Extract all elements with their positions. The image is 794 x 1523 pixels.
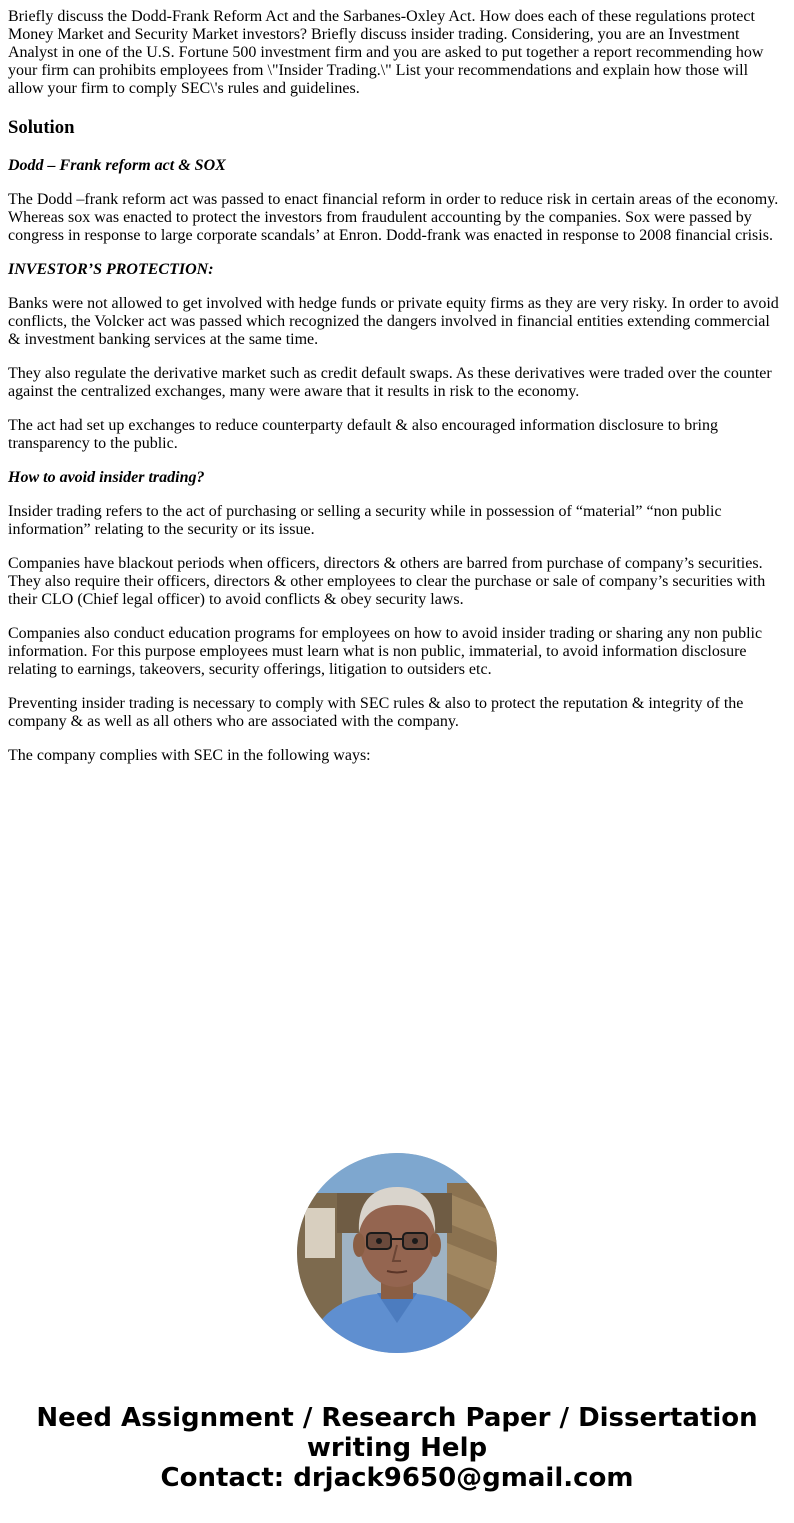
question-text: Briefly discuss the Dodd-Frank Reform Act and the Sarbanes-Oxley Act. How does each of these regulations protect Money Market and Security Market investors? Briefly discuss insider trading. Considering, you are an Investment Analyst in one of the U.S. Fortune 500 investment firm and you are asked to put together a report recommending how your firm can prohibits employees from \"Insider Trading.\" List your recommendations and explain how those will allow your firm to comply SEC\'s rules and guidelines. (8, 8, 764, 97)
paragraph: The act had set up exchanges to reduce counterparty default & also encouraged information disclosure to bring transparency to the public. (8, 417, 718, 452)
section-heading-investor-protection: INVESTOR’S PROTECTION: (8, 261, 214, 278)
paragraph: Preventing insider trading is necessary to comply with SEC rules & also to protect the reputation & integrity of the company & as well as all others who are associated with the company. (8, 695, 744, 730)
paragraph: Banks were not allowed to get involved with hedge funds or private equity firms as they are very risky. In order to avoid conflicts, the Volcker act was passed which recognized the dangers involved in financial entities extending commercial & investment banking services at the same time. (8, 295, 779, 348)
promo-line-2: writing Help (306, 1433, 488, 1463)
section-heading-insider-trading: How to avoid insider trading? (8, 469, 205, 486)
avatar-portrait-image (297, 1153, 497, 1353)
promo-banner (0, 1403, 794, 1493)
avatar (297, 1153, 497, 1353)
paragraph: Companies also conduct education programs for employees on how to avoid insider trading or sharing any non public information. For this purpose employees must learn what is non public, immaterial, to avoid information disclosure relating to earnings, takeovers, security offerings, litigation to outsiders etc. (8, 625, 763, 678)
paragraph: Insider trading refers to the act of purchasing or selling a security while in possession of “material” “non public information” relating to the security or its issue. (8, 503, 722, 538)
paragraph: They also regulate the derivative market such as credit default swaps. As these derivatives were traded over the counter against the centralized exchanges, many were aware that it results in risk to the economy. (8, 365, 772, 400)
paragraph: Companies have blackout periods when officers, directors & others are barred from purchase of company’s securities. They also require their officers, directors & other employees to clear the purchase or sale of company’s securities with their CLO (Chief legal officer) to avoid conflicts & obey security laws. (8, 555, 766, 608)
paragraph: The Dodd –frank reform act was passed to enact financial reform in order to reduce risk in certain areas of the economy. Whereas sox was enacted to protect the investors from fraudulent accounting by the companies. Sox were passed by congress in response to large corporate scandals’ at Enron. Dodd-frank was enacted in response to 2008 financial crisis. (8, 191, 779, 244)
section-heading-dodd-frank: Dodd – Frank reform act & SOX (8, 157, 226, 174)
promo-contact-line: Contact: drjack9650@gmail.com (160, 1463, 634, 1493)
solution-heading: Solution (8, 117, 75, 138)
paragraph: The company complies with SEC in the following ways: (8, 747, 371, 764)
promo-line-1: Need Assignment / Research Paper / Dissertation (36, 1403, 758, 1433)
